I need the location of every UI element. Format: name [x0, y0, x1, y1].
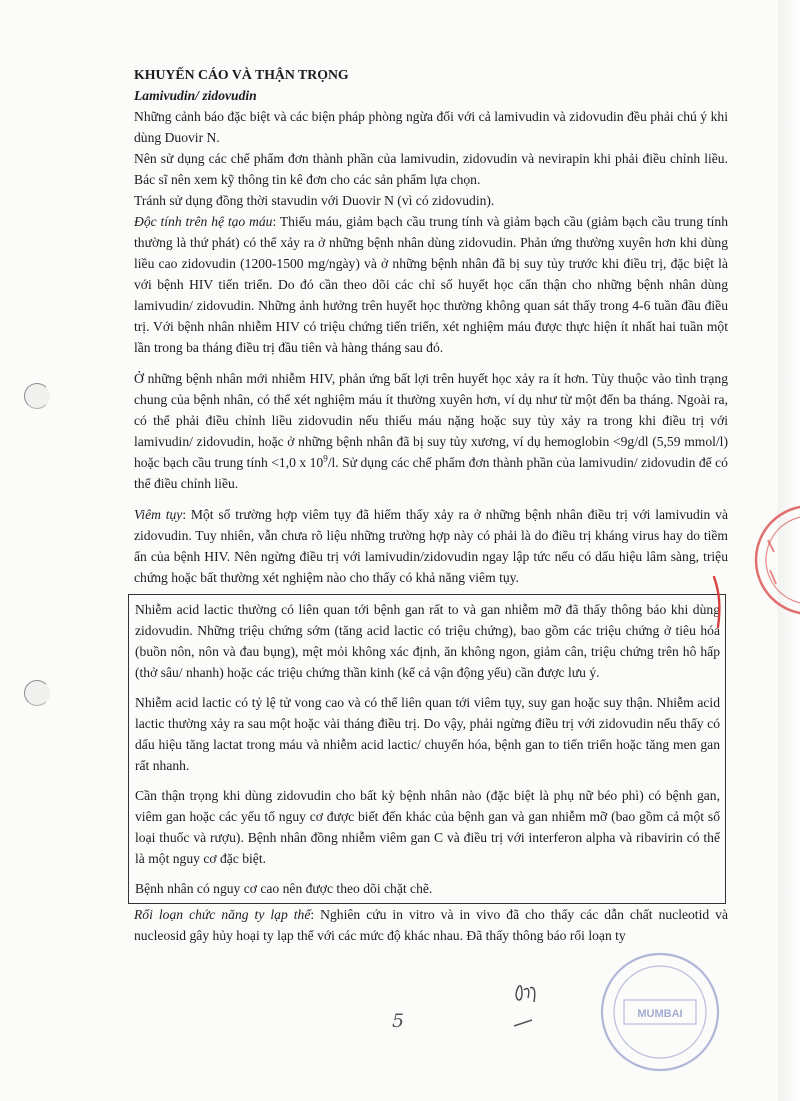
warning-paragraph: Nhiễm acid lactic thường có liên quan tới bệnh gan rất to và gan nhiễm mỡ đã thấy thông báo khi dùng zidovudin. Những triệu chứng sớm (tăng acid lactic có triệu chứng), bao gồm các triệu chứng ở tiêu hóa (buồn nôn, nôn và đau bụng), mệt mỏi không xác định, ăn không ngon, giảm cân, triệu chứng trên hô hấp (thở sâu/ nhanh) hoặc các triệu chứng thần kinh (kể cả vận động yếu) cần được lưu ý.	[135, 602, 720, 680]
document-body	[134, 64, 728, 946]
lactic-acidosis-warning-box	[128, 594, 726, 904]
page-number: 5	[392, 1010, 405, 1032]
stamp-text: MUMBAI	[637, 1008, 683, 1020]
warning-paragraph: Cần thận trọng khi dùng zidovudin cho bất kỳ bệnh nhân nào (đặc biệt là phụ nữ béo phì) có bệnh gan, viêm gan hoặc các yếu tố nguy cơ được biết đến khác của bệnh gan và gan nhiễm mỡ (bao gồm cả một số loại thuốc và rượu). Bệnh nhân đồng nhiễm viêm gan C và điều trị với interferon alpha và ribavirin có thể là một nguy cơ đặc biệt.	[135, 788, 720, 866]
punch-hole-bottom	[24, 680, 50, 706]
early-hiv-paragraph	[134, 368, 728, 494]
mitochondrial-dysfunction-paragraph	[134, 904, 728, 946]
intro-paragraph: Những cảnh báo đặc biệt và các biện pháp phòng ngừa đối với cả lamivudin và zidovudin đều phải chú ý khi dùng Duovir N.	[134, 109, 728, 145]
mitochondrial-term: Rối loạn chức năng ty lạp thể	[134, 907, 311, 922]
punch-hole-top	[24, 383, 50, 409]
early-hiv-text-end: /l. Sử dụng các chế phẩm đơn thành phần của lamivudin/ zidovudin để có thể điều chỉnh liều.	[134, 455, 728, 491]
hematologic-toxicity-text: : Thiếu máu, giảm bạch cầu trung tính và giảm bạch cầu (giảm bạch cầu trung tính thường là thứ phát) có thể xảy ra ở những bệnh nhân dùng zidovudin. Phản ứng thường xuyên hơn khi dùng liều cao zidovudin (1200-1500 mg/ngày) và ở những bệnh nhân đã bị suy tủy trước khi điều trị, đặc biệt là với bệnh HIV tiến triển. Do đó cần theo dõi các chỉ số huyết học cẩn thận cho những bệnh nhân dùng lamivudin/ zidovudin. Những ảnh hưởng trên huyết học thường không quan sát thấy trong 4-6 tuần đầu điều trị. Với bệnh nhân nhiễm HIV có triệu chứng tiến triển, xét nghiệm máu được thực hiện ít nhất hai tuần một lần trong ba tháng điều trị đầu tiên và hàng tháng sau đó.	[134, 214, 728, 355]
warning-paragraph: Bệnh nhân có nguy cơ cao nên được theo dõi chặt chẽ.	[135, 881, 433, 896]
hematologic-toxicity-term: Độc tính trên hệ tạo máu	[134, 214, 273, 229]
blue-stamp	[596, 948, 724, 1076]
pancreatitis-paragraph	[134, 504, 728, 588]
intro-paragraph: Nên sử dụng các chế phẩm đơn thành phần của lamivudin, zidovudin và nevirapin khi phải điều chỉnh liều. Bác sĩ nên xem kỹ thông tin kê đơn cho các sản phẩm lựa chọn.	[134, 151, 728, 187]
pancreatitis-text: : Một số trường hợp viêm tụy đã hiếm thấy xảy ra ở những bệnh nhân điều trị với lamivudin và zidovudin. Tuy nhiên, vẫn chưa rõ liệu những trường hợp này có phải là do điều trị kháng virus hay do tiềm ẩn của bệnh HIV. Nên ngừng điều trị với lamivudin/zidovudin ngay lập tức nếu có dấu hiệu lâm sàng, triệu chứng hoặc bất thường xét nghiệm nào cho thấy có khả năng viêm tụy.	[134, 507, 728, 585]
subsection-heading: Lamivudin/ zidovudin	[134, 88, 257, 103]
handwritten-initials	[510, 980, 546, 1036]
intro-paragraph: Tránh sử dụng đồng thời stavudin với Duovir N (vì có zidovudin).	[134, 193, 495, 208]
section-heading: KHUYẾN CÁO VÀ THẬN TRỌNG	[134, 67, 349, 82]
warning-paragraph: Nhiễm acid lactic có tỷ lệ tử vong cao và có thể liên quan tới viêm tụy, suy gan hoặc suy thận. Nhiễm acid lactic thường xảy ra sau một hoặc vài tháng điều trị. Do vậy, phải ngừng điều trị với zidovudin nếu thấy có dấu hiệu tăng lactat trong máu và nhiễm acid lactic/ chuyển hóa, bệnh gan to tiến triển hoặc tăng men gan rất nhanh.	[135, 695, 720, 773]
exponent: 9	[323, 453, 328, 464]
mitochondrial-text: : Nghiên cứu in vitro và in vivo đã cho thấy các dẫn chất nucleotid và nucleosid gây hủy hoại ty lạp thể với các mức độ khác nhau. Đã thấy thông báo rối loạn ty	[134, 907, 728, 943]
pancreatitis-term: Viêm tụy	[134, 507, 183, 522]
early-hiv-text: Ở những bệnh nhân mới nhiễm HIV, phản ứng bất lợi trên huyết học xảy ra ít hơn. Tùy thuộc vào tình trạng chung của bệnh nhân, có thể xét nghiệm máu ít thường xuyên hơn, ví dụ như từ một đến ba tháng. Ngoài ra, có thể phải điều chỉnh liều zidovudin nếu thiếu máu nặng hoặc suy tủy xảy ra trong khi điều trị với lamivudin/ zidovudin, hoặc ở những bệnh nhân đã bị suy tủy xương, ví dụ hemoglobin <9g/dl (5,59 mmol/l) hoặc bạch cầu trung tính <1,0 x 10	[134, 371, 728, 470]
red-pen-mark	[710, 575, 724, 629]
hematologic-toxicity-paragraph	[134, 211, 728, 358]
red-stamp-partial	[748, 500, 800, 620]
